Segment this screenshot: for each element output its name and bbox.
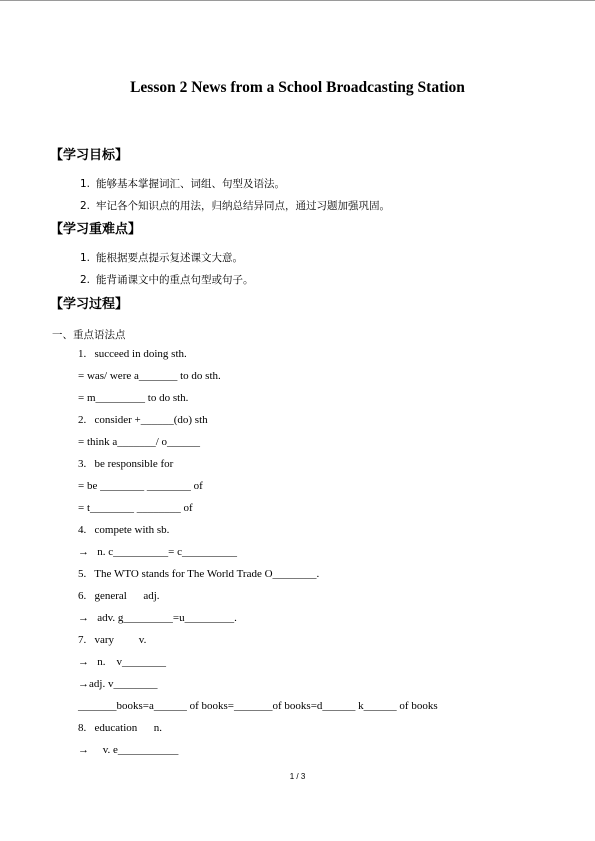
key-point-item-2-text: 能背诵课文中的重点句型或句子。 — [96, 274, 254, 286]
exercise-line-15: → n. v________ — [78, 656, 166, 668]
objective-item-1-number: 1. — [80, 178, 91, 190]
objective-item-1-text: 能够基本掌握词汇、词组、句型及语法。 — [96, 178, 285, 190]
key-points-heading: 【学习重难点】 — [50, 222, 142, 237]
exercise-line-8: = t________ ________ of — [78, 502, 193, 514]
exercise-line-19: → v. e___________ — [78, 744, 179, 756]
objectives-heading: 【学习目标】 — [50, 148, 129, 163]
exercise-line-13: → adv. g_________=u_________. — [78, 612, 237, 624]
page-number: 1 / 3 — [289, 772, 306, 781]
exercise-line-5: = think a_______/ o______ — [78, 436, 201, 448]
key-point-item-1-text: 能根据要点提示复述课文大意。 — [96, 252, 243, 264]
exercise-line-1: 1. succeed in doing sth. — [78, 348, 187, 360]
exercise-line-4: 2. consider +______(do) sth — [78, 414, 208, 426]
exercise-line-14: 7. vary v. — [78, 634, 147, 646]
grammar-section-label: 一、重点语法点 — [52, 329, 126, 341]
objective-item-1 — [80, 176, 285, 191]
exercise-line-7: = be ________ ________ of — [78, 480, 203, 492]
exercise-line-18: 8. education n. — [78, 722, 163, 734]
exercise-line-6: 3. be responsible for — [78, 458, 174, 470]
key-point-item-1 — [80, 250, 243, 265]
exercise-line-10: → n. c__________= c__________ — [78, 546, 237, 558]
objective-item-2-text: 牢记各个知识点的用法，归纳总结异同点，通过习题加强巩固。 — [96, 200, 390, 212]
key-point-item-2 — [80, 272, 254, 287]
exercise-line-11: 5. The WTO stands for The World Trade O________. — [78, 568, 320, 580]
objective-item-2 — [80, 198, 390, 213]
page-title: Lesson 2 News from a School Broadcasting Station — [130, 79, 465, 96]
exercise-line-2: = was/ were a_______ to do sth. — [78, 370, 221, 382]
exercise-line-3: = m_________ to do sth. — [78, 392, 189, 404]
process-heading: 【学习过程】 — [50, 297, 129, 312]
exercise-line-17: _______books=a______ of books=_______of books=d______ k______ of books — [78, 700, 438, 712]
exercise-line-16: →adj. v________ — [78, 678, 158, 690]
objective-item-2-number: 2. — [80, 200, 91, 212]
exercise-line-12: 6. general adj. — [78, 590, 160, 602]
key-point-item-1-number: 1. — [80, 252, 91, 264]
top-border-line — [0, 0, 595, 1]
exercise-line-9: 4. compete with sb. — [78, 524, 170, 536]
key-point-item-2-number: 2. — [80, 274, 91, 286]
